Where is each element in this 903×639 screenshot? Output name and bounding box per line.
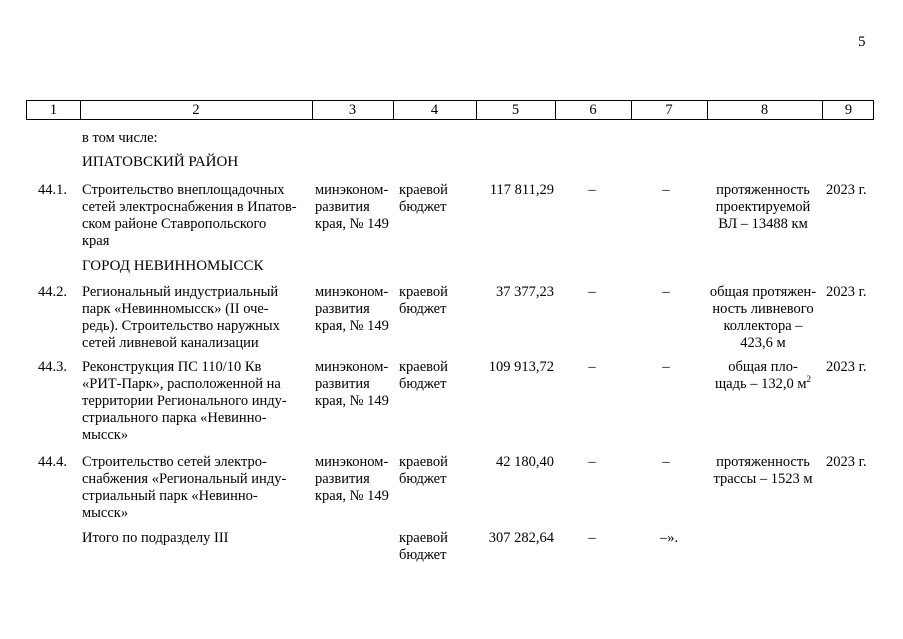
row-result: общая пло- щадь – 132,0 $м^2$ — [714, 359, 812, 392]
row-result: протяженность проектируемой ВЛ – 13488 км — [715, 182, 811, 232]
row-source: краевой бюджет — [399, 284, 448, 317]
row-result: протяженность трассы – 1523 м — [713, 454, 813, 487]
row-col6: – — [588, 454, 596, 470]
row-year: 2023 г. — [826, 454, 867, 470]
header-cell: 5 — [511, 102, 520, 118]
header-cell: 3 — [348, 102, 357, 118]
total-source: краевой бюджет — [399, 530, 448, 563]
row-result: общая протяжен- ность ливневого коллектора – 423,6 м — [709, 284, 817, 351]
header-cell: 2 — [192, 102, 200, 118]
row-col6: – — [588, 284, 596, 300]
total-col7: –». — [660, 530, 679, 546]
row-col6: – — [588, 182, 596, 198]
including-label: в том числе: — [82, 130, 158, 146]
row-number: 44.1. — [38, 182, 67, 198]
superscript: 2 — [806, 374, 812, 385]
header-cell: 9 — [844, 102, 853, 118]
row-year: 2023 г. — [826, 182, 867, 198]
table-header-row — [26, 100, 874, 120]
row-col6: – — [588, 359, 596, 375]
row-agency: минэконом- развития края, № 149 — [315, 359, 389, 409]
row-name: Строительство сетей электро- снабжения «Региональный инду- стриальный парк «Невинно- мысск» — [82, 454, 287, 521]
header-cell: 1 — [49, 102, 58, 118]
row-year: 2023 г. — [826, 359, 867, 375]
header-cell: 6 — [589, 102, 597, 118]
district-heading: ГОРОД НЕВИННОМЫССК — [82, 258, 264, 274]
page-number: 5 — [858, 34, 866, 50]
row-year: 2023 г. — [826, 284, 867, 300]
row-source: краевой бюджет — [399, 359, 448, 392]
header-cell: 7 — [665, 102, 673, 118]
total-amount: 307 282,64 — [488, 530, 554, 546]
row-agency: минэконом- развития края, № 149 — [315, 284, 389, 334]
row-agency: минэконом- развития края, № 149 — [315, 454, 389, 504]
total-label: Итого по подразделу III — [82, 530, 229, 546]
row-col7: – — [662, 454, 670, 470]
row-agency: минэконом- развития края, № 149 — [315, 182, 389, 232]
row-name: Реконструкция ПС 110/10 Кв «РИТ-Парк», расположенной на территории Регионального инду- стриального парка «Невинно- мысск» — [82, 359, 287, 443]
row-source: краевой бюджет — [399, 454, 448, 487]
row-name: Строительство внеплощадочных сетей электроснабжения в Ипатов- ском районе Ставропольского края — [82, 182, 297, 249]
row-col7: – — [662, 182, 670, 198]
row-amount: 109 913,72 — [488, 359, 554, 375]
header-cell: 8 — [760, 102, 769, 118]
row-amount: 117 811,29 — [489, 182, 554, 198]
district-heading: ИПАТОВСКИЙ РАЙОН — [82, 154, 239, 170]
row-amount: 37 377,23 — [496, 284, 554, 300]
row-col7: – — [662, 284, 670, 300]
row-amount: 42 180,40 — [496, 454, 554, 470]
row-name: Региональный индустриальный парк «Невинномысск» (II оче- редь). Строительство наружных сетей ливневой канализации — [82, 284, 280, 351]
row-number: 44.2. — [38, 284, 67, 300]
row-col7: – — [662, 359, 670, 375]
row-number: 44.4. — [38, 454, 67, 470]
header-cell: 4 — [430, 102, 439, 118]
row-number: 44.3. — [38, 359, 67, 375]
total-col6: – — [588, 530, 596, 546]
row-source: краевой бюджет — [399, 182, 448, 215]
